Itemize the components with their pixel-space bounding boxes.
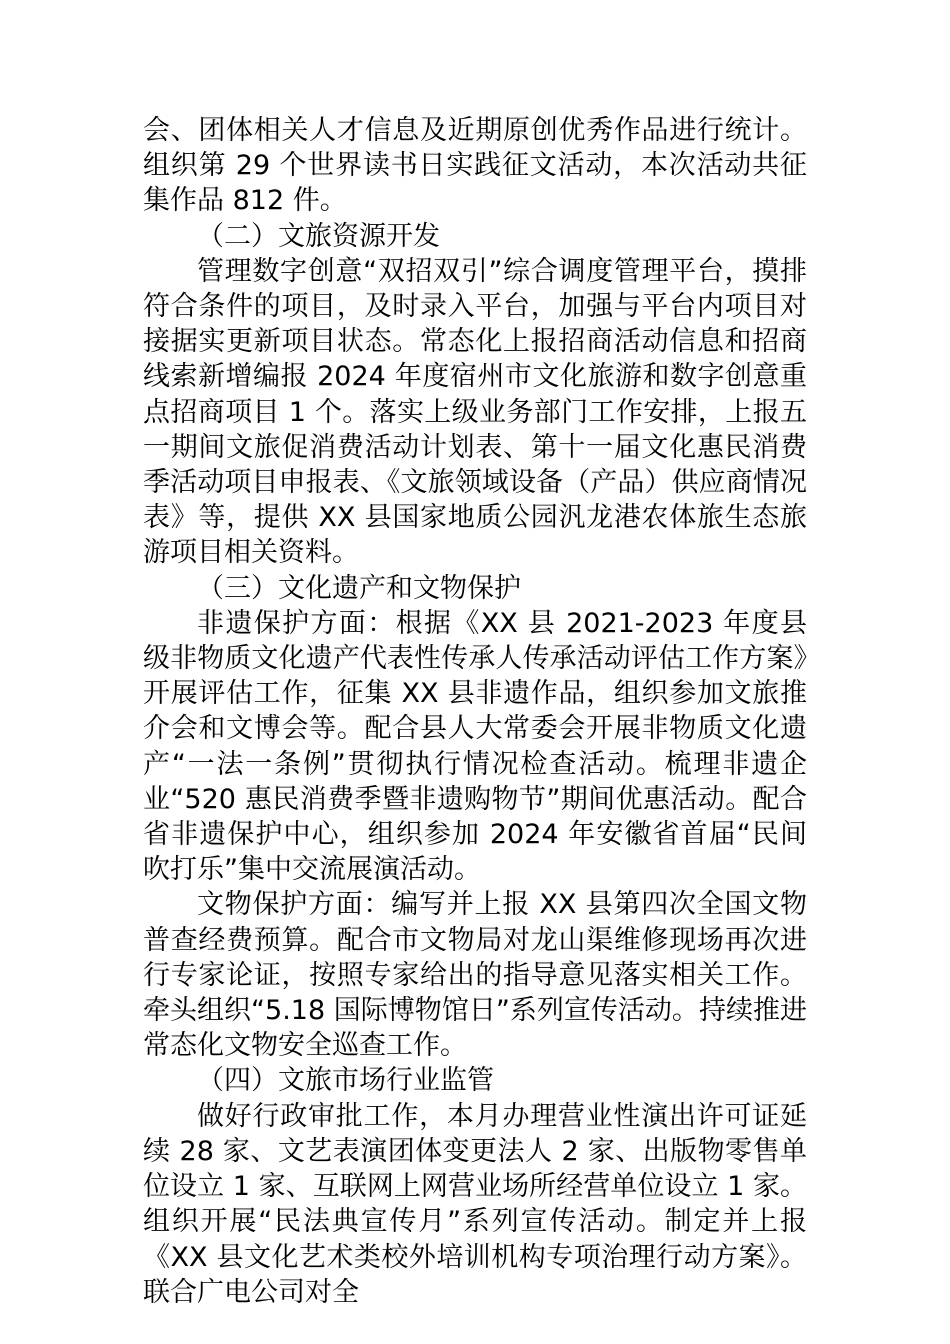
paragraph-resource-development: 管理数字创意“双招双引”综合调度管理平台，摸排符合条件的项目，及时录入平台，加强与平台内项目对接据实更新项目状态。常态化上报招商活动信息和招商线索新增编报 2024 年度宿州市文化旅游和数字创意重点招商项目 1 个。落实上级业务部门工作安排，上报五一期间文旅促消费活动计划表、第十一届文化惠民消费季活动项目申报表、《文旅领域设备（产品）供应商情况表》等，提供 XX 县国家地质公园汎龙港农体旅生态旅游项目相关资料。 (143, 255, 807, 569)
paragraph-relic-protection: 文物保护方面：编写并上报 XX 县第四次全国文物普查经费预算。配合市文物局对龙山渠维修现场再次进行专家论证，按照专家给出的指导意见落实相关工作。牵头组织“5.18 国际博物馆日”系列宣传活动。持续推进常态化文物安全巡查工作。 (143, 889, 807, 1062)
paragraph-market-supervision: 做好行政审批工作，本月办理营业性演出许可证延续 28 家、文艺表演团体变更法人 2 家、出版物零售单位设立 1 家、互联网上网营业场所经营单位设立 1 家。组织开展“民法典宣传月”系列宣传活动。制定并上报《XX 县文化艺术类校外培训机构专项治理行动方案》。联合广电公司对全 (143, 1100, 807, 1308)
section-heading-2: （二）文旅资源开发 (197, 220, 440, 252)
paragraph-continuation: 会、团体相关人才信息及近期原创优秀作品进行统计。组织第 29 个世界读书日实践征文活动，本次活动共征集作品 812 件。 (143, 115, 807, 217)
document-body (143, 113, 807, 1310)
paragraph-intangible-heritage: 非遗保护方面：根据《XX 县 2021-2023 年度县级非物质文化遗产代表性传承人传承活动评估工作方案》开展评估工作，征集 XX 县非遗作品，组织参加文旅推介会和文博会等。配合县人大常委会开展非物质文化遗产“一法一条例”贯彻执行情况检查活动。梳理非遗企业“520 惠民消费季暨非遗购物节”期间优惠活动。配合省非遗保护中心，组织参加 2024 年安徽省首届“民间吹打乐”集中交流展演活动。 (143, 607, 807, 886)
section-heading-3: （三）文化遗产和文物保护 (197, 572, 521, 604)
section-heading-4: （四）文旅市场行业监管 (197, 1065, 494, 1097)
